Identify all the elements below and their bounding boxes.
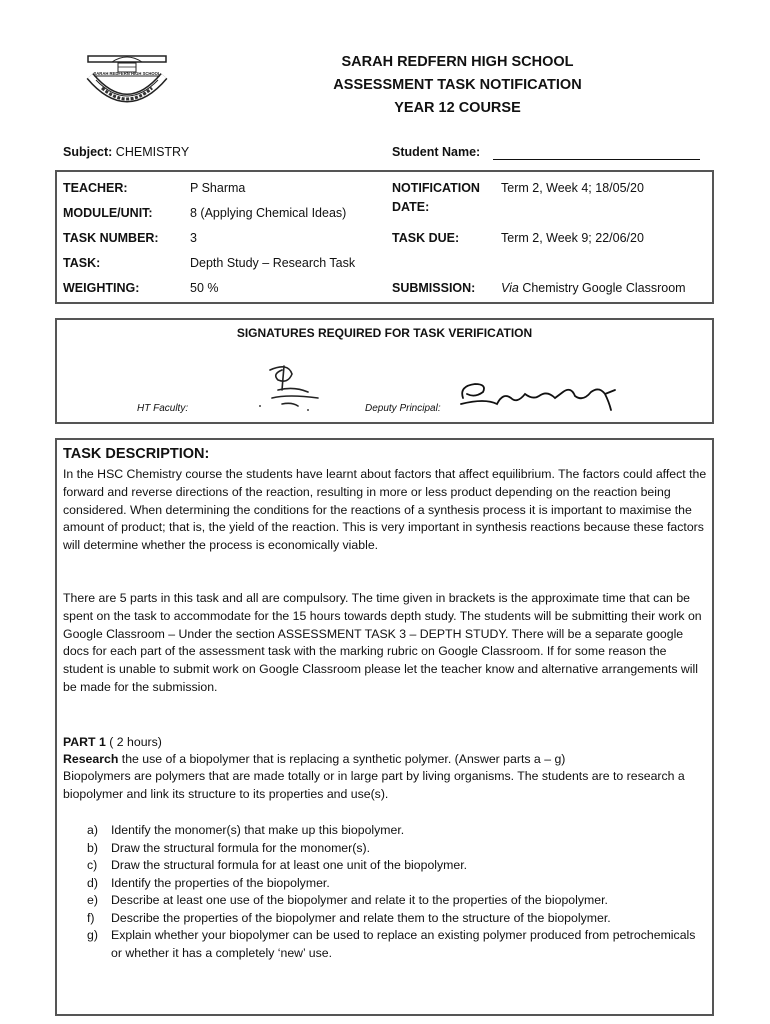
task-part-item xyxy=(63,840,708,858)
task-part-marker: f) xyxy=(87,910,95,925)
task-part-item xyxy=(63,822,708,840)
task-paragraph-1: In the HSC Chemistry course the students have learnt about factors that affect equilibrium. The factors could affect the forward and reverse directions of the reaction, resulting in more or less product depending on the reaction being considered. When determining the conditions for the reactions of a synthesis process it is important to maximise the amount of product; that is, the yield of the reaction. This is very important in synthesis reactions because these factors will determine whether the process is economically viable. xyxy=(63,467,707,553)
student-name-field[interactable] xyxy=(493,159,700,160)
logo-top-text: SARAH REDFERN HIGH SCHOOL xyxy=(93,71,161,76)
part1-time: ( 2 hours) xyxy=(105,735,162,749)
subject-value: CHEMISTRY xyxy=(115,145,190,159)
course-title: YEAR 12 COURSE xyxy=(394,100,521,116)
task-value: Depth Study – Research Task xyxy=(190,256,356,270)
student-name-label: Student Name: xyxy=(392,145,481,159)
submission-value xyxy=(501,281,686,295)
task-part-text: Describe at least one use of the biopolymer and relate it to the properties of the biopolymer. xyxy=(111,893,608,907)
due-value: Term 2, Week 9; 22/06/20 xyxy=(501,231,644,245)
deputy-principal-label: Deputy Principal: xyxy=(365,403,441,414)
subject-line xyxy=(63,145,189,159)
teacher-label: TEACHER: xyxy=(63,181,128,195)
page-title: ASSESSMENT TASK NOTIFICATION xyxy=(333,77,582,93)
task-parts-list xyxy=(63,822,708,962)
part1-heading xyxy=(63,734,708,752)
ht-faculty-signature xyxy=(248,360,328,416)
task-description-heading: TASK DESCRIPTION: xyxy=(63,446,210,462)
research-word: Research xyxy=(63,752,119,766)
part1-title: PART 1 xyxy=(63,735,106,749)
task-part-text: Draw the structural formula for at least one unit of the biopolymer. xyxy=(111,858,468,872)
task-part-marker: g) xyxy=(87,928,98,942)
module-label: MODULE/UNIT: xyxy=(63,206,153,220)
research-line xyxy=(63,751,708,769)
task-part-item xyxy=(63,875,708,893)
task-part-text: Identify the monomer(s) that make up this biopolymer. xyxy=(111,823,405,837)
task-part-marker: b) xyxy=(87,840,98,855)
task-part-marker: a) xyxy=(87,823,98,837)
biopolymer-paragraph: Biopolymers are polymers that are made totally or in large part by living organisms. The students are to research a biopolymer and link its structure to its properties and use(s). xyxy=(63,769,685,801)
notification-label: NOTIFICATION xyxy=(392,181,480,195)
task-part-text: Draw the structural formula for the monomer(s). xyxy=(111,840,370,855)
task-number-label: TASK NUMBER: xyxy=(63,231,159,245)
weighting-label: WEIGHTING: xyxy=(63,281,140,295)
weighting-value: 50 % xyxy=(190,281,219,295)
task-part-item xyxy=(63,927,708,962)
submission-label: SUBMISSION: xyxy=(392,281,476,295)
submission-text: Chemistry Google Classroom xyxy=(518,281,686,295)
task-paragraph-2: There are 5 parts in this task and all are compulsory. The time given in brackets is the approximate time that can be spent on the task to accommodate for the 15 hours towards depth study. The students will be submitting their work on Google Classroom – Under the section ASSESSMENT TASK 3 – DEPTH STUDY. There will be a separate google docs for each part of the assessment task with the marking rubric on Google Classroom. If for some reason the student is unable to submit work on Google Classroom please let the teacher know and alternative arrangements will be made for the submission. xyxy=(63,591,702,694)
notification-date-label: DATE: xyxy=(392,200,430,214)
subject-label: Subject: xyxy=(63,145,113,159)
task-part-item xyxy=(63,910,708,928)
signatures-heading: SIGNATURES REQUIRED FOR TASK VERIFICATION xyxy=(236,326,533,340)
due-label: TASK DUE: xyxy=(392,231,460,245)
teacher-value: P Sharma xyxy=(190,181,246,195)
deputy-principal-signature xyxy=(455,372,630,416)
submission-via: Via xyxy=(501,281,519,295)
task-part-text: Describe the properties of the biopolymer and relate them to the structure of the biopolymer. xyxy=(111,910,611,925)
task-part-marker: c) xyxy=(87,858,98,872)
task-part-item xyxy=(63,857,708,875)
task-number-value: 3 xyxy=(190,231,197,245)
task-part-item xyxy=(63,892,708,910)
task-label: TASK: xyxy=(63,256,101,270)
task-part-text: Explain whether your biopolymer can be used to replace an existing polymer produced from petrochemicals or whether it has a completely ‘new’ use. xyxy=(111,928,696,960)
school-name: SARAH REDFERN HIGH SCHOOL xyxy=(341,54,574,70)
research-text: the use of a biopolymer that is replacing a synthetic polymer. (Answer parts a – g) xyxy=(118,752,566,766)
module-value: 8 (Applying Chemical Ideas) xyxy=(190,206,347,220)
task-part-marker: e) xyxy=(87,893,98,907)
task-part-text: Identify the properties of the biopolymer. xyxy=(111,875,330,890)
task-part-marker: d) xyxy=(87,875,98,890)
notification-value: Term 2, Week 4; 18/05/20 xyxy=(501,181,644,195)
ht-faculty-label: HT Faculty: xyxy=(137,403,189,414)
